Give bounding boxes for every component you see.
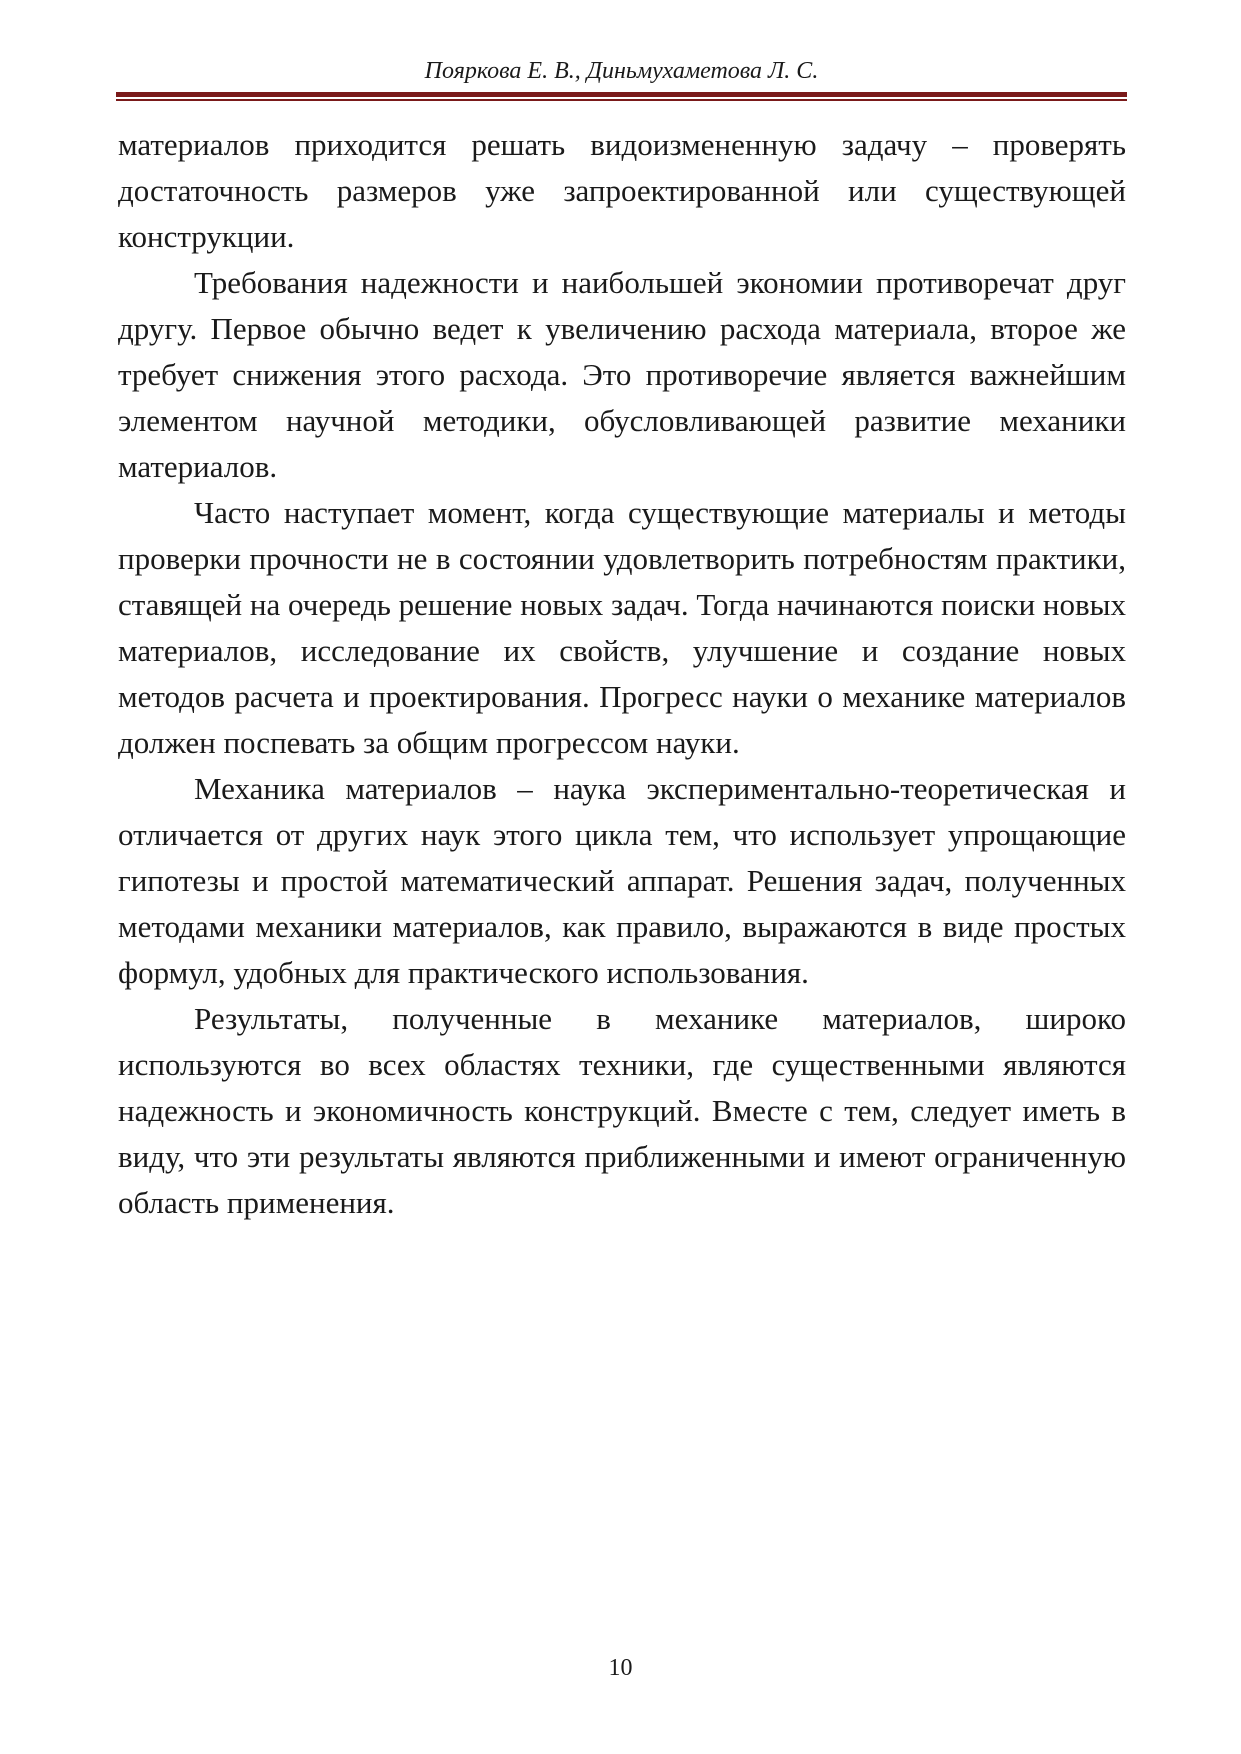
paragraph: Механика материалов – наука экспериментально-теоретическая и отличается от других наук этого цикла тем, что использует упрощающие гипотезы и простой математический аппарат. Решения задач, полученных методами механики материалов, как правило, выражаются в виде простых формул, удобных для практического использования. xyxy=(118,771,1126,990)
paragraph-continuation: материалов приходится решать видоизмененную задачу – проверять достаточность размеров уже запроектированной или существующей конструкции. xyxy=(118,127,1126,254)
page-number: 10 xyxy=(608,1655,633,1681)
paragraph: Результаты, полученные в механике материалов, широко используются во всех областях техники, где существенными являются надежность и экономичность конструкций. Вместе с тем, следует иметь в виду, что эти результаты являются приближенными и имеют ограниченную область применения. xyxy=(118,1001,1126,1220)
header-rule-thin xyxy=(116,99,1127,101)
running-header-authors: Пояркова Е. В., Диньмухаметова Л. С. xyxy=(424,58,819,84)
paragraph: Требования надежности и наибольшей экономии противоречат друг другу. Первое обычно ведет к увеличению расхода материала, второе же требует снижения этого расхода. Это противоречие является важнейшим элементом научной методики, обусловливающей развитие механики материалов. xyxy=(118,265,1126,484)
header-rule-thick xyxy=(116,92,1127,97)
body-text xyxy=(118,122,1126,1226)
paragraph: Часто наступает момент, когда существующие материалы и методы проверки прочности не в состоянии удовлетворить потребностям практики, ставящей на очередь решение новых задач. Тогда начинаются поиски новых материалов, исследование их свойств, улучшение и создание новых методов расчета и проектирования. Прогресс науки о механике материалов должен поспевать за общим прогрессом науки. xyxy=(118,495,1126,760)
